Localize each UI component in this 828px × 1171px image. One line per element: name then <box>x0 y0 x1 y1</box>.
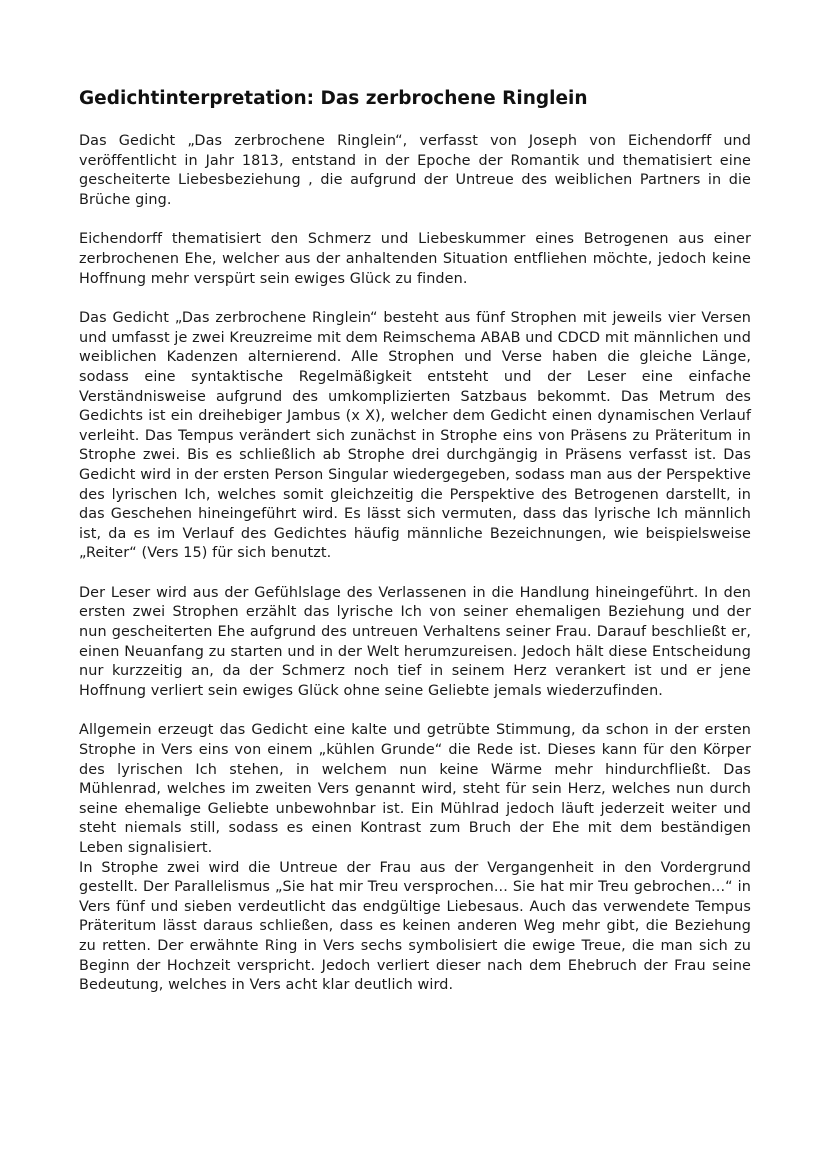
paragraph-content: Der Leser wird aus der Gefühlslage des Verlassenen in die Handlung hineingeführt. In den ersten zwei Strophen erzählt das lyrische Ich von seiner ehemaligen Beziehung und der nun gescheiterten Ehe aufgrund des untreuen Verhaltens seiner Frau. Darauf beschließt er, einen Neuanfang zu starten und in der Welt herumzureisen. Jedoch hält diese Entscheidung nur kurzzeitig an, da der Schmerz noch tief in seinem Herz verankert ist und er jene Hoffnung verliert sein ewiges Glück ohne seine Geliebte jemals wiederzufinden. <box>79 584 751 699</box>
paragraph-intro: Das Gedicht „Das zerbrochene Ringlein“, verfasst von Joseph von Eichendorff und veröffentlicht in Jahr 1813, entstand in der Epoche der Romantik und thematisiert eine gescheiterte Liebesbeziehung , die aufgrund der Untreue des weiblichen Partners in die Brüche ging. <box>79 133 751 208</box>
paragraph-form: Das Gedicht „Das zerbrochene Ringlein“ besteht aus fünf Strophen mit jeweils vier Versen und umfasst je zwei Kreuzreime mit dem Reimschema ABAB und CDCD mit männlichen und weiblichen Kadenzen alternierend. Alle Strophen und Verse haben die gleiche Länge, sodass eine syntaktische Regelmäßigkeit entsteht und der Leser eine einfache Verständnisweise aufgrund des umkomplizierten Satzbaus bekommt. Das Metrum des Gedichts ist ein dreihebiger Jambus (x X), welcher dem Gedicht einen dynamischen Verlauf verleiht. Das Tempus verändert sich zunächst in Strophe eins von Präsens zu Präteritum in Strophe zwei. Bis es schließlich ab Strophe drei durchgängig in Präsens verfasst ist. Das Gedicht wird in der ersten Person Singular wiedergegeben, sodass man aus der Perspektive des lyrischen Ich, welches somit gleichzeitig die Perspektive des Betrogenen darstellt, in das Geschehen hineingeführt wird. Es lässt sich vermuten, dass das lyrische Ich männlich ist, da es im Verlauf des Gedichtes häufig männliche Bezeichnungen, wie beispielsweise „Reiter“ (Vers 15) für sich benutzt. <box>79 310 751 562</box>
paragraph-theme: Eichendorff thematisiert den Schmerz und Liebeskummer eines Betrogenen aus einer zerbrochenen Ehe, welcher aus der anhaltenden Situation entfliehen möchte, jedoch keine Hoffnung mehr verspürt sein ewiges Glück zu finden. <box>79 231 751 287</box>
paragraph-stanza-two: In Strophe zwei wird die Untreue der Frau aus der Vergangenheit in den Vordergrund gestellt. Der Parallelismus „Sie hat mir Treu versprochen... Sie hat mir Treu gebrochen...“ in Vers fünf und sieben verdeutlicht das endgültige Liebesaus. Auch das verwendete Tempus Präteritum lässt daraus schließen, dass es keinen anderen Weg mehr gibt, die Beziehung zu retten. Der erwähnte Ring in Vers sechs symbolisiert die ewige Treue, die man sich zu Beginn der Hochzeit verspricht. Jedoch verliert dieser nach dem Ehebruch der Frau seine Bedeutung, welches in Vers acht klar deutlich wird. <box>79 859 751 994</box>
document-title: Gedichtinterpretation: Das zerbrochene Ringlein <box>79 88 588 109</box>
paragraph-mood: Allgemein erzeugt das Gedicht eine kalte und getrübte Stimmung, da schon in der ersten Strophe in Vers eins von einem „kühlen Grunde“ die Rede ist. Dieses kann für den Körper des lyrischen Ich stehen, in welchem nun keine Wärme mehr hindurchfließt. Das Mühlenrad, welches im zweiten Vers genannt wird, steht für sein Herz, welches nun durch seine ehemalige Geliebte unbewohnbar ist. Ein Mühlrad jedoch läuft jederzeit weiter und steht niemals still, sodass es einen Kontrast zum Bruch der Ehe mit dem beständigen Leben signalisiert. <box>79 722 751 856</box>
document-page <box>79 86 751 1016</box>
